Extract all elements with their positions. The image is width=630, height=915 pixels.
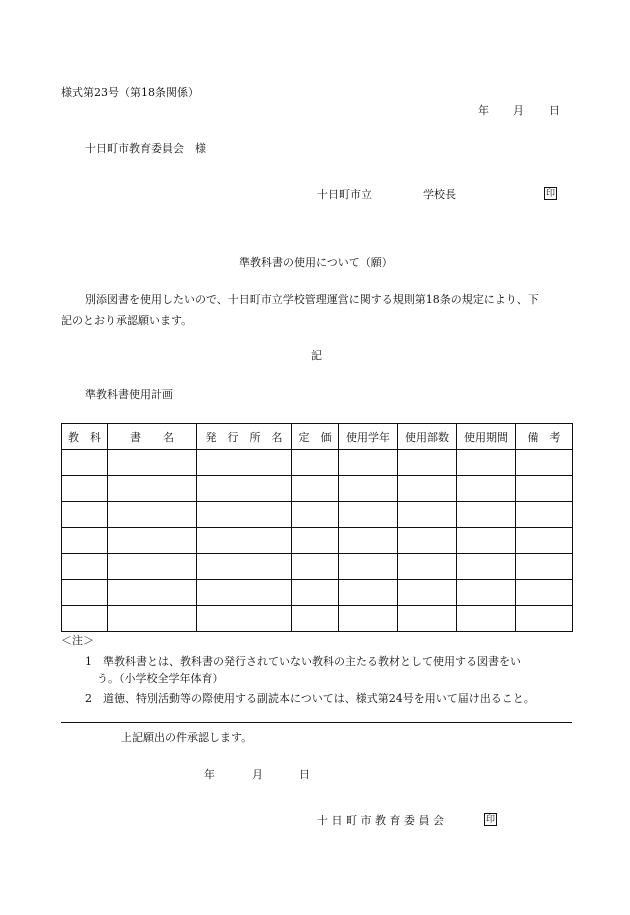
divider-line — [61, 722, 572, 723]
table-header-cell: 定 価 — [292, 424, 339, 450]
table-header-row — [62, 424, 573, 450]
table-cell[interactable] — [62, 476, 108, 502]
table-cell[interactable] — [197, 580, 292, 606]
table-cell[interactable] — [516, 554, 573, 580]
note-item2: 2 道徳、特別活動等の際使用する副読本については、様式第24号を用いて届け出ること。 — [85, 692, 535, 705]
section-title: 準教科書使用計画 — [85, 388, 173, 401]
approval-authority: 十 日 町 市 教 育 委 員 会 — [317, 814, 444, 827]
table-cell[interactable] — [339, 502, 398, 528]
table-cell[interactable] — [398, 528, 457, 554]
table-row — [62, 476, 573, 502]
table-cell[interactable] — [108, 554, 197, 580]
table-cell[interactable] — [398, 606, 457, 632]
table-cell[interactable] — [398, 580, 457, 606]
table-row — [62, 502, 573, 528]
table-cell[interactable] — [516, 450, 573, 476]
table-cell[interactable] — [339, 606, 398, 632]
table-cell[interactable] — [108, 528, 197, 554]
table-cell[interactable] — [457, 606, 516, 632]
notes-heading: ＜注＞ — [61, 634, 94, 647]
table-cell[interactable] — [457, 528, 516, 554]
table-cell[interactable] — [292, 580, 339, 606]
table-cell[interactable] — [516, 528, 573, 554]
ki-mark: 記 — [311, 349, 322, 362]
table-cell[interactable] — [108, 450, 197, 476]
date-month-label: 月 — [513, 104, 524, 117]
table-row — [62, 528, 573, 554]
table-cell[interactable] — [292, 554, 339, 580]
table-cell[interactable] — [516, 502, 573, 528]
table-cell[interactable] — [197, 502, 292, 528]
table-cell[interactable] — [197, 450, 292, 476]
table-cell[interactable] — [62, 528, 108, 554]
note-item1-line1: 1 準教科書とは、教科書の発行されていない教科の主たる教材として使用する図書をい — [85, 655, 521, 668]
table-body — [62, 450, 573, 632]
table-cell[interactable] — [398, 502, 457, 528]
table-cell[interactable] — [62, 606, 108, 632]
table-header-cell: 発 行 所 名 — [197, 424, 292, 450]
table-cell[interactable] — [457, 580, 516, 606]
table-cell[interactable] — [457, 502, 516, 528]
table-cell[interactable] — [197, 606, 292, 632]
seal-mark: 印 — [485, 815, 495, 825]
table-cell[interactable] — [339, 528, 398, 554]
seal-mark: 印 — [545, 189, 555, 199]
table-row — [62, 450, 573, 476]
approval-text: 上記願出の件承認します。 — [121, 731, 253, 744]
table-cell[interactable] — [339, 476, 398, 502]
table-cell[interactable] — [62, 580, 108, 606]
table-cell[interactable] — [62, 450, 108, 476]
table-cell[interactable] — [339, 450, 398, 476]
date-day-label: 日 — [549, 104, 560, 117]
date-year-label: 年 — [478, 104, 489, 117]
applicant-principal: 学校長 — [423, 188, 456, 201]
note-item1-line2: う。（小学校全学年体育） — [97, 672, 224, 685]
subject-title: 準教科書の使用について（願） — [239, 256, 393, 269]
table-row — [62, 580, 573, 606]
applicant-school: 十日町市立 — [317, 188, 372, 201]
table-cell[interactable] — [197, 476, 292, 502]
table-cell[interactable] — [108, 476, 197, 502]
approval-seal — [484, 813, 497, 826]
table-cell[interactable] — [516, 606, 573, 632]
table-cell[interactable] — [292, 450, 339, 476]
body-text-line1: 別添図書を使用したいので、十日町市立学校管理運営に関する規則第18条の規定により、下 — [85, 293, 539, 306]
plan-table — [61, 423, 573, 632]
table-cell[interactable] — [398, 450, 457, 476]
addressee: 十日町市教育委員会 様 — [85, 142, 206, 155]
applicant-seal — [544, 187, 557, 200]
table-cell[interactable] — [516, 580, 573, 606]
table-header-cell: 教 科 — [62, 424, 108, 450]
table-cell[interactable] — [108, 502, 197, 528]
approval-day-label: 日 — [299, 768, 310, 781]
table-row — [62, 554, 573, 580]
table-cell[interactable] — [292, 606, 339, 632]
table-cell[interactable] — [339, 554, 398, 580]
table-cell[interactable] — [292, 528, 339, 554]
table-cell[interactable] — [197, 554, 292, 580]
table-header-cell: 書 名 — [108, 424, 197, 450]
form-number: 様式第23号（第18条関係） — [61, 86, 199, 99]
table-cell[interactable] — [108, 580, 197, 606]
table-row — [62, 606, 573, 632]
table-cell[interactable] — [197, 528, 292, 554]
table-cell[interactable] — [108, 606, 197, 632]
table-header-cell: 使用部数 — [398, 424, 457, 450]
table-cell[interactable] — [398, 476, 457, 502]
body-text-line2: 記のとおり承認願います。 — [61, 314, 193, 327]
table-cell[interactable] — [292, 502, 339, 528]
table-cell[interactable] — [457, 476, 516, 502]
table-cell[interactable] — [292, 476, 339, 502]
table-cell[interactable] — [62, 502, 108, 528]
table-cell[interactable] — [62, 554, 108, 580]
approval-year-label: 年 — [204, 768, 215, 781]
approval-month-label: 月 — [252, 768, 263, 781]
table-cell[interactable] — [398, 554, 457, 580]
table-header-cell: 使用期間 — [457, 424, 516, 450]
table-cell[interactable] — [516, 476, 573, 502]
table-header-cell: 備 考 — [516, 424, 573, 450]
table-cell[interactable] — [457, 554, 516, 580]
table-header-cell: 使用学年 — [339, 424, 398, 450]
table-cell[interactable] — [339, 580, 398, 606]
table-cell[interactable] — [457, 450, 516, 476]
